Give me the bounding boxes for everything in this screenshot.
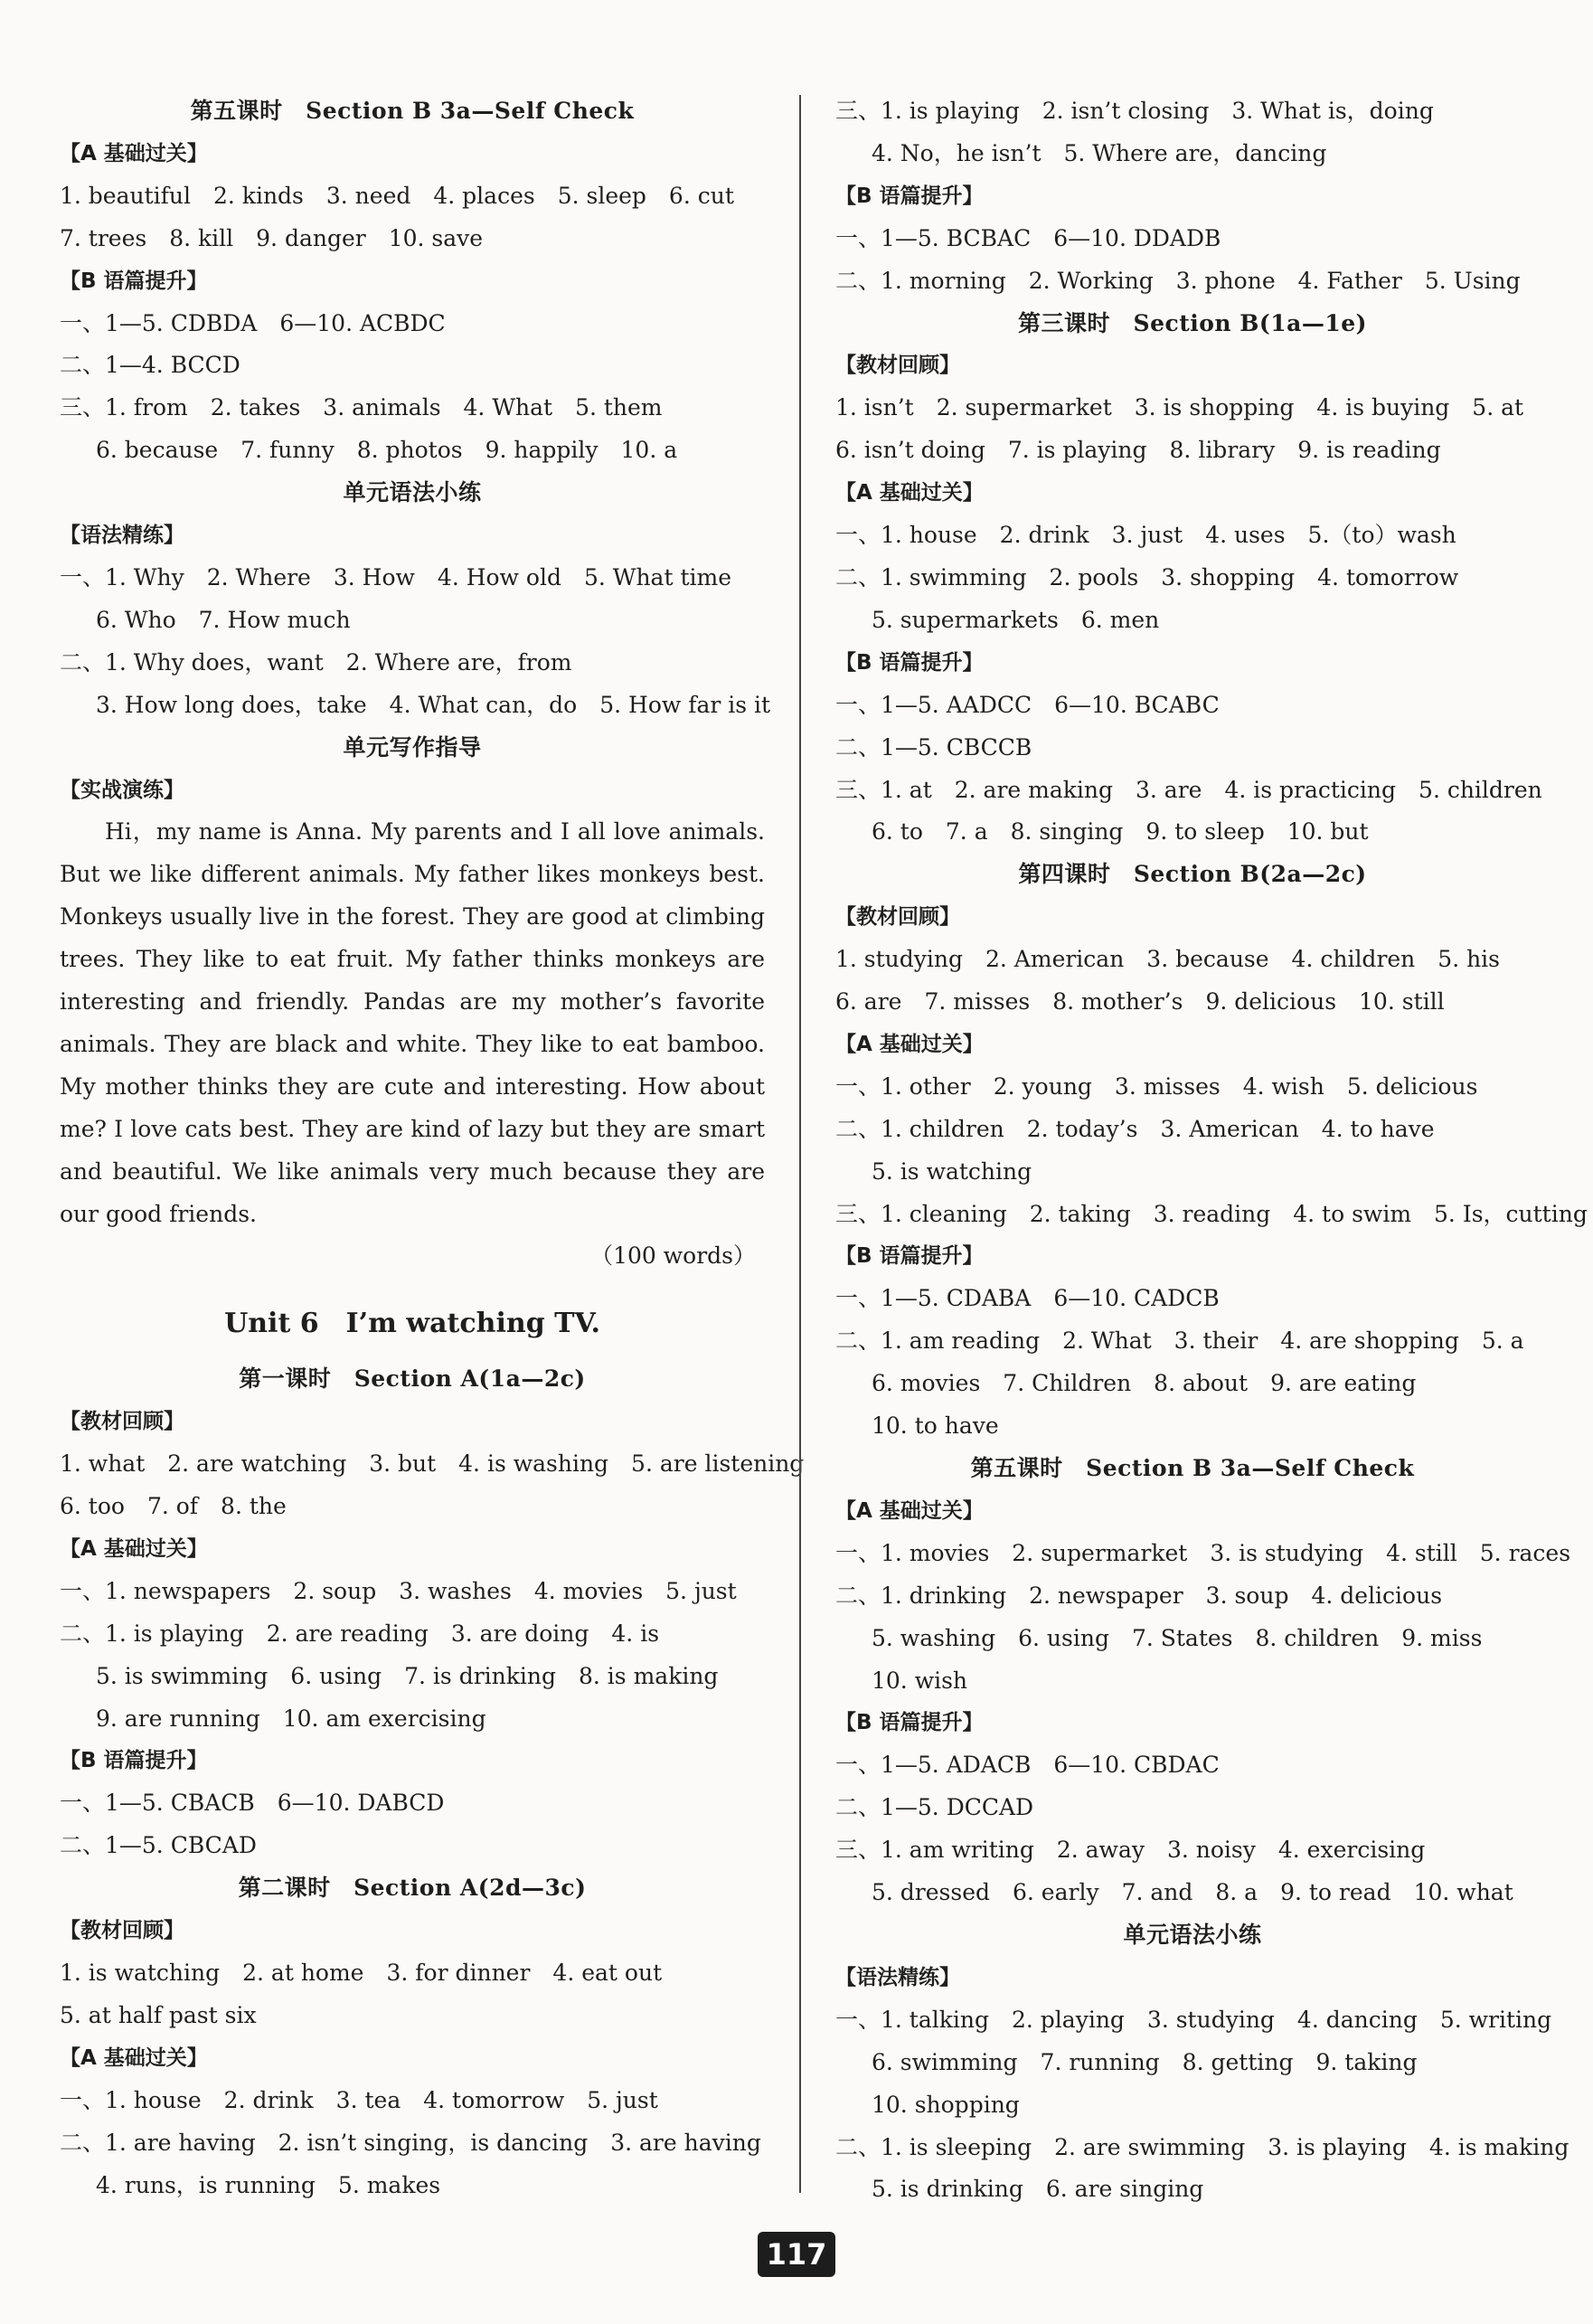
answer-line: 二、1—5. CBCAD <box>60 1832 257 1859</box>
essay-paragraph: Hi，my name is Anna. My parents and I all love animals. But we like different animals. My father likes monkeys best. Monkeys usually live in the forest. They are good at climbing trees. They like to eat fruit. My father thinks monkeys are interesting and friendly. Pandas are my mother’s favorite animals. They are black and white. They like to eat bamboo. My mother thinks they are cute and interesting. How about me? I love cats best. They are kind of lazy but they are smart and beautiful. We like animals very much because they are our good friends. <box>60 818 765 1227</box>
answer-line: 5. dressed 6. early 7. and 8. a 9. to read 10. what <box>872 1879 1513 1906</box>
answer-line: 三、1. from 2. takes 3. animals 4. What 5. them <box>60 394 663 421</box>
section-title: 单元语法小练 <box>343 479 482 506</box>
answer-line: 5. is drinking 6. are singing <box>872 2176 1204 2203</box>
answer-line: 1. studying 2. American 3. because 4. children 5. his <box>835 946 1501 973</box>
section-tag: 【B 语篇提升】 <box>835 1711 984 1735</box>
answer-line: 三、1. cleaning 2. taking 3. reading 4. to swim 5. Is，cutting <box>835 1200 1588 1227</box>
answer-line: 一、1—5. CDABA 6—10. CADCB <box>835 1285 1220 1312</box>
section-tag: 【实战演练】 <box>60 778 184 802</box>
answer-line: 5. is swimming 6. using 7. is drinking 8. is making <box>96 1662 719 1689</box>
section-tag: 【A 基础过关】 <box>60 1536 208 1561</box>
section-tag: 【A 基础过关】 <box>835 1498 984 1523</box>
answer-line: 6. isn’t doing 7. is playing 8. library 9. is reading <box>835 437 1441 464</box>
answer-line: 5. washing 6. using 7. States 8. children 9. miss <box>872 1624 1483 1651</box>
answer-line: 一、1. other 2. young 3. misses 4. wish 5. delicious <box>835 1072 1478 1100</box>
answer-line: 三、1. at 2. are making 3. are 4. is practicing 5. children <box>835 776 1542 803</box>
answer-line: 3. How long does，take 4. What can，do 5. How far is it <box>96 691 771 718</box>
answer-line: 10. wish <box>872 1667 968 1694</box>
answer-line: 5. at half past six <box>60 2001 257 2028</box>
section-tag: 【教材回顾】 <box>60 1410 184 1434</box>
answer-line: 二、1—4. BCCD <box>60 352 240 379</box>
answer-line: 7. trees 8. kill 9. danger 10. save <box>60 224 484 251</box>
answer-line: 6. swimming 7. running 8. getting 9. taking <box>872 2048 1418 2075</box>
answer-line: 二、1. Why does，want 2. Where are，from <box>60 648 572 675</box>
answer-line: 一、1. Why 2. Where 3. How 4. How old 5. What time <box>60 563 731 590</box>
answer-line: 一、1—5. AADCC 6—10. BCABC <box>835 691 1220 718</box>
answer-line: 1. isn’t 2. supermarket 3. is shopping 4. is buying 5. at <box>835 394 1524 421</box>
left-column <box>60 90 805 2206</box>
answer-line: 二、1. morning 2. Working 3. phone 4. Father 5. Using <box>835 267 1521 294</box>
answer-line: 1. beautiful 2. kinds 3. need 4. places 5. sleep 6. cut <box>60 182 734 209</box>
answer-line: 一、1. house 2. drink 3. just 4. uses 5.（to）wash <box>835 522 1456 549</box>
column-divider <box>799 95 801 2193</box>
answer-line: 1. is watching 2. at home 3. for dinner 4. eat out <box>60 1959 663 1986</box>
answer-line: 1. what 2. are watching 3. but 4. is washing 5. are listening <box>60 1450 805 1478</box>
section-title: 第四课时 Section B(2a—2c) <box>1018 861 1367 888</box>
section-tag: 【A 基础过关】 <box>60 2045 208 2070</box>
answer-line: 一、1. house 2. drink 3. tea 4. tomorrow 5. just <box>60 2086 658 2113</box>
answer-line: 6. movies 7. Children 8. about 9. are eating <box>872 1370 1417 1397</box>
section-tag: 【B 语篇提升】 <box>60 269 208 293</box>
answer-line: 一、1. movies 2. supermarket 3. is studying 4. still 5. races <box>835 1539 1571 1566</box>
answer-line: 5. is watching <box>872 1157 1032 1185</box>
answer-line: 二、1. swimming 2. pools 3. shopping 4. tomorrow <box>835 563 1459 590</box>
page-number: 117 <box>758 2232 835 2277</box>
answer-line: 一、1—5. ADACB 6—10. CBDAC <box>835 1752 1220 1779</box>
answer-line: 6. because 7. funny 8. photos 9. happily 10. a <box>96 437 678 464</box>
answer-line: 一、1. newspapers 2. soup 3. washes 4. movies 5. just <box>60 1577 737 1604</box>
section-tag: 【A 基础过关】 <box>835 481 984 505</box>
answer-line: 二、1—5. DCCAD <box>835 1794 1034 1821</box>
section-tag: 【B 语篇提升】 <box>835 1244 984 1269</box>
answer-line: 4. runs，is running 5. makes <box>96 2171 441 2198</box>
answer-line: 一、1—5. CBACB 6—10. DABCD <box>60 1790 445 1817</box>
unit-heading: Unit 6 I’m watching TV. <box>224 1308 600 1340</box>
section-tag: 【B 语篇提升】 <box>835 650 984 675</box>
section-tag: 【教材回顾】 <box>835 354 960 378</box>
answer-line: 6. to 7. a 8. singing 9. to sleep 10. but <box>872 818 1369 846</box>
answer-line: 6. too 7. of 8. the <box>60 1493 287 1519</box>
section-tag: 【教材回顾】 <box>60 1919 184 1943</box>
answer-line: 5. supermarkets 6. men <box>872 606 1160 633</box>
section-tag: 【A 基础过关】 <box>60 141 208 165</box>
answer-line: 6. are 7. misses 8. mother’s 9. delicious 10. still <box>835 988 1445 1016</box>
answer-line: 10. shopping <box>872 2091 1020 2118</box>
section-title: 第二课时 Section A(2d—3c) <box>238 1875 587 1902</box>
answer-line: 三、1. am writing 2. away 3. noisy 4. exercising <box>835 1837 1426 1864</box>
answer-line: 一、1—5. BCBAC 6—10. DDADB <box>835 224 1221 251</box>
section-tag: 【教材回顾】 <box>835 905 960 930</box>
word-count: （100 words） <box>590 1242 756 1270</box>
section-tag: 【语法精练】 <box>60 524 184 548</box>
answer-line: 6. Who 7. How much <box>96 606 351 633</box>
answer-line: 一、1. talking 2. playing 3. studying 4. dancing 5. writing <box>835 2006 1552 2033</box>
answer-line: 二、1. are having 2. isn’t singing，is dancing 3. are having <box>60 2129 761 2156</box>
section-title: 第三课时 Section B(1a—1e) <box>1018 309 1367 336</box>
answer-line: 三、1. is playing 2. isn’t closing 3. What is，doing <box>835 98 1434 124</box>
answer-line: 一、1—5. CDBDA 6—10. ACBDC <box>60 309 446 336</box>
section-tag: 【语法精练】 <box>835 1965 960 1989</box>
section-tag: 【B 语篇提升】 <box>835 184 984 208</box>
section-title: 单元写作指导 <box>343 733 482 760</box>
section-title: 第五课时 Section B 3a—Self Check <box>190 98 635 124</box>
answer-line: 二、1. is playing 2. are reading 3. are doing 4. is <box>60 1620 660 1647</box>
section-title: 第一课时 Section A(1a—2c) <box>239 1365 586 1393</box>
section-tag: 【A 基础过关】 <box>835 1032 984 1056</box>
answer-line: 二、1. drinking 2. newspaper 3. soup 4. delicious <box>835 1582 1443 1609</box>
answer-line: 4. No，he isn’t 5. Where are，dancing <box>872 139 1327 166</box>
answer-line: 二、1. am reading 2. What 3. their 4. are shopping 5. a <box>835 1327 1524 1355</box>
answer-line: 9. are running 10. am exercising <box>96 1705 486 1732</box>
section-title: 单元语法小练 <box>1123 1921 1262 1948</box>
right-column <box>835 90 1588 2211</box>
answer-line: 二、1—5. CBCCB <box>835 733 1032 760</box>
answer-line: 10. to have <box>872 1412 999 1440</box>
section-title: 第五课时 Section B 3a—Self Check <box>970 1455 1415 1481</box>
answer-line: 二、1. children 2. today’s 3. American 4. to have <box>835 1115 1435 1142</box>
section-tag: 【B 语篇提升】 <box>60 1749 208 1773</box>
answer-line: 二、1. is sleeping 2. are swimming 3. is playing 4. is making <box>835 2133 1569 2160</box>
